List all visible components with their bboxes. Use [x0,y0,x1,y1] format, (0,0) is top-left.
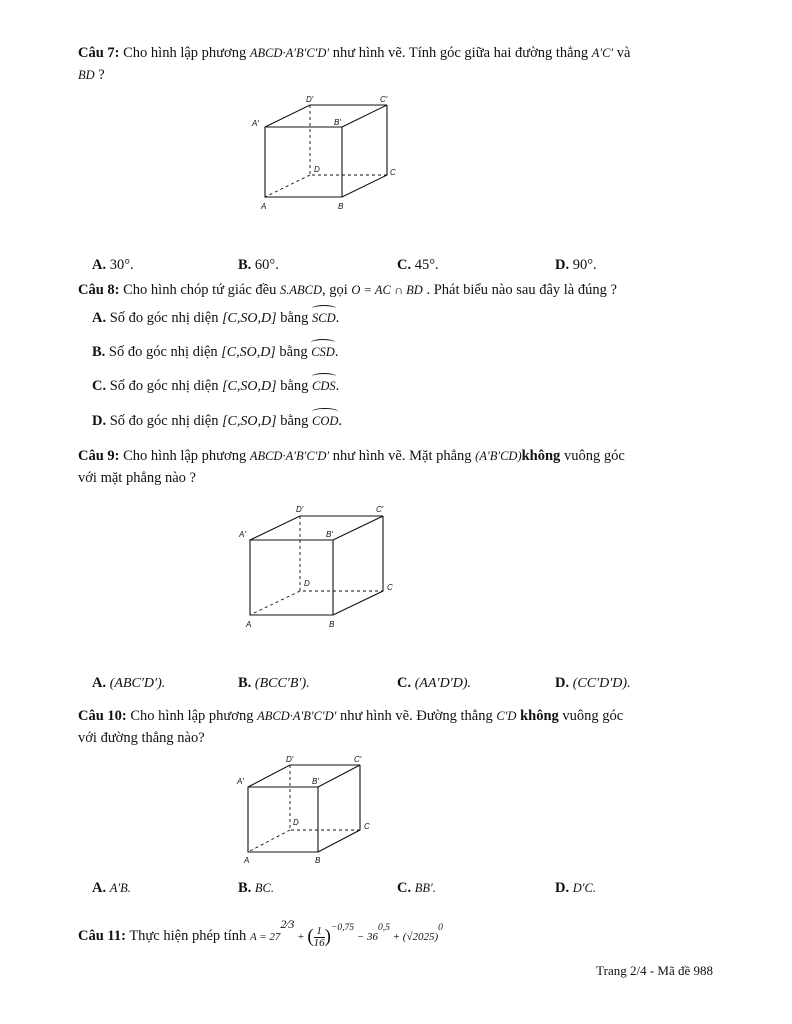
cube10-label-a: A [244,856,250,865]
q8-option-c-mid: bằng [280,378,309,394]
formula-exp3: 0,5 [377,923,390,933]
cube10-label-d: D [293,818,299,827]
q7-option-c[interactable] [397,255,439,275]
cube7-label-d1: D′ [306,95,314,104]
question-7-label: Câu 7: [78,45,120,61]
question-8 [78,279,718,301]
q8-option-a[interactable]: A. Số đo góc nhị diện [C,SO,D] bằng SCD. [92,310,340,326]
q9-option-d[interactable] [555,673,631,694]
question-7-text2: như hình vẽ. Tính góc giữa hai đường thẳng [332,45,589,61]
q8-option-d-angle: COD [312,411,338,431]
q10-option-b[interactable] [238,878,274,898]
cube10-label-c1: C′ [354,755,362,764]
q8-option-d-mid: bằng [280,413,309,429]
q8-option-c-angle: CDS [312,376,336,396]
q9-option-b-letter: B. [238,675,252,691]
cube7-label-b: B [338,202,344,211]
question-10-text3: vuông góc [562,708,624,724]
formula-fraction [314,926,325,949]
q8-option-c-prefix: Số đo góc nhị diện [109,378,219,394]
q10-option-c-letter: C. [397,880,412,896]
question-7-cube: ABCD·A′B′C′D′ [249,46,330,60]
q9-option-d-value: (CC′D′D). [572,676,631,691]
q9-option-a-value: (ABC′D′). [109,676,166,691]
question-9-label: Câu 9: [78,448,120,464]
question-8-text3: . Phát biểu nào sau đây là đúng ? [426,282,617,298]
question-11-formula [249,917,443,949]
q8-option-b-prefix: Số đo góc nhị diện [108,344,218,360]
question-9-text: Cho hình lập phương [123,448,247,464]
formula-plus1: + [297,931,305,943]
question-7-and: và [616,45,631,61]
formula-frac-den: 16 [313,936,325,949]
formula-lhs: A = 27 [249,931,281,943]
question-8-text: Cho hình chóp tứ giác đều [123,282,277,298]
question-9-neg: không [521,448,561,464]
q8-option-a-prefix: Số đo góc nhị diện [109,310,219,326]
formula-lparen: ( [307,926,314,947]
cube9-label-b: B [329,620,335,629]
question-7-line2: BD [78,68,95,82]
cube7-label-a: A [261,202,267,211]
cube9-label-b1: B′ [326,530,333,539]
q8-option-b-mid: bằng [279,344,308,360]
q10-option-d[interactable] [555,878,596,898]
q8-option-a-mid: bằng [280,310,309,326]
q8-option-b[interactable]: B. Số đo góc nhị diện [C,SO,D] bằng CSD. [92,344,339,360]
q8-option-d-dihedral: [C,SO,D] [222,414,277,429]
cube9-label-a1: A′ [239,530,246,539]
question-10-cube: ABCD·A′B′C′D′ [257,709,337,723]
q10-option-d-value: D′C. [572,881,596,895]
question-10-text: Cho hình lập phương [130,708,254,724]
q8-option-d[interactable]: D. Số đo góc nhị diện [C,SO,D] bằng COD. [92,413,343,429]
page-footer: Trang 2/4 - Mã đề 988 [596,963,713,978]
question-10-label: Câu 10: [78,708,127,724]
formula-exp4: 0 [438,923,443,933]
q9-option-c-value: (AA′D′D). [414,676,472,691]
q8-option-a-angle: SCD [312,308,336,328]
cube10-label-b1: B′ [312,777,319,786]
question-10-line2: với đường thẳng nào? [78,730,205,746]
q7-option-b-letter: B. [238,257,252,273]
q7-option-a[interactable] [92,255,134,275]
q8-option-c[interactable]: C. Số đo góc nhị diện [C,SO,D] bằng CDS. [92,378,340,394]
cube7-label-d: D [314,165,320,174]
formula-frac-num: 1 [314,926,325,938]
q7-option-a-letter: A. [92,257,107,273]
formula-exp1: 2⁄3 [280,917,295,931]
q9-option-c[interactable] [397,673,471,694]
cube9-label-d: D [304,579,310,588]
cube7-label-b1: B′ [334,118,341,127]
cube9-label-c: C [387,583,393,592]
q10-option-c-value: BB′. [414,881,436,895]
question-9-text2: như hình vẽ. Mặt phẳng [332,448,472,464]
cube10-label-c: C [364,822,370,831]
cube9-label-a: A [246,620,252,629]
question-10-text2: như hình vẽ. Đường thẳng [340,708,493,724]
q8-option-d-prefix: Số đo góc nhị diện [109,413,219,429]
cube7-label-c: C [390,168,396,177]
cube7-label-c1: C′ [380,95,388,104]
cube7-label-a1: A′ [252,119,259,128]
formula-rparen: ) [324,926,331,947]
q8-option-b-angle: CSD [311,342,335,362]
question-8-o-def: O = AC ∩ BD [351,283,423,297]
formula-sqrt: (√2025) [402,931,439,943]
question-9 [78,445,718,489]
q8-option-a-dihedral: [C,SO,D] [222,311,277,326]
question-9-cube: ABCD·A′B′C′D′ [249,449,330,463]
q10-option-a-letter: A. [92,880,107,896]
q9-option-b[interactable] [238,673,310,694]
q9-option-c-letter: C. [397,675,412,691]
q7-option-c-letter: C. [397,257,412,273]
question-8-pyramid: S.ABCD [279,283,322,297]
question-10-line: C′D [496,709,517,723]
formula-exp2: −0,75 [331,923,355,933]
q7-option-d[interactable] [555,255,597,275]
cube10-label-d1: D′ [286,755,294,764]
q10-option-b-letter: B. [238,880,252,896]
q7-option-b-value: 60°. [254,257,279,273]
q9-option-a[interactable] [92,673,165,694]
q9-option-a-letter: A. [92,675,107,691]
q8-option-b-dihedral: [C,SO,D] [221,345,276,360]
question-8-text2: , gọi [322,282,348,298]
q8-option-c-dihedral: [C,SO,D] [222,379,277,394]
question-9-line2: với mặt phẳng nào ? [78,470,196,486]
q7-option-b[interactable] [238,255,279,275]
question-7 [78,42,718,86]
cube9-label-c1: C′ [376,505,384,514]
question-11 [78,908,718,953]
cube-figure-q10 [234,752,384,867]
formula-plus2: + [392,931,401,943]
q7-option-d-letter: D. [555,257,570,273]
question-9-plane: (A′B′CD) [475,449,522,463]
q10-option-d-letter: D. [555,880,570,896]
q8-option-c-letter: C. [92,378,107,394]
cube-figure-q9 [236,502,406,632]
question-11-label: Câu 11: [78,928,126,944]
question-7-text: Cho hình lập phương [123,45,247,61]
question-10-neg: không [520,708,559,724]
q8-option-a-letter: A. [92,310,107,326]
question-7-end: ? [98,67,105,83]
q10-option-c[interactable] [397,878,436,898]
q7-option-d-value: 90°. [572,257,597,273]
formula-minus: − 36 [356,931,378,943]
q10-option-b-value: BC. [254,881,275,895]
q10-option-a[interactable] [92,878,131,898]
q8-option-b-letter: B. [92,344,106,360]
q9-option-b-value: (BCC′B′). [254,676,310,691]
question-10 [78,705,718,749]
question-8-label: Câu 8: [78,282,120,298]
question-9-text3: vuông góc [563,448,625,464]
q7-option-c-value: 45°. [414,257,439,273]
q9-option-d-letter: D. [555,675,570,691]
q10-option-a-value: A′B. [109,881,131,895]
question-11-text: Thực hiện phép tính [129,928,247,944]
cube10-label-b: B [315,856,321,865]
cube10-label-a1: A′ [237,777,244,786]
q7-option-a-value: 30°. [109,257,134,273]
q8-option-d-letter: D. [92,413,107,429]
cube-figure-q7 [250,92,410,214]
question-7-line1: A′C′ [591,46,614,60]
cube9-label-d1: D′ [296,505,304,514]
